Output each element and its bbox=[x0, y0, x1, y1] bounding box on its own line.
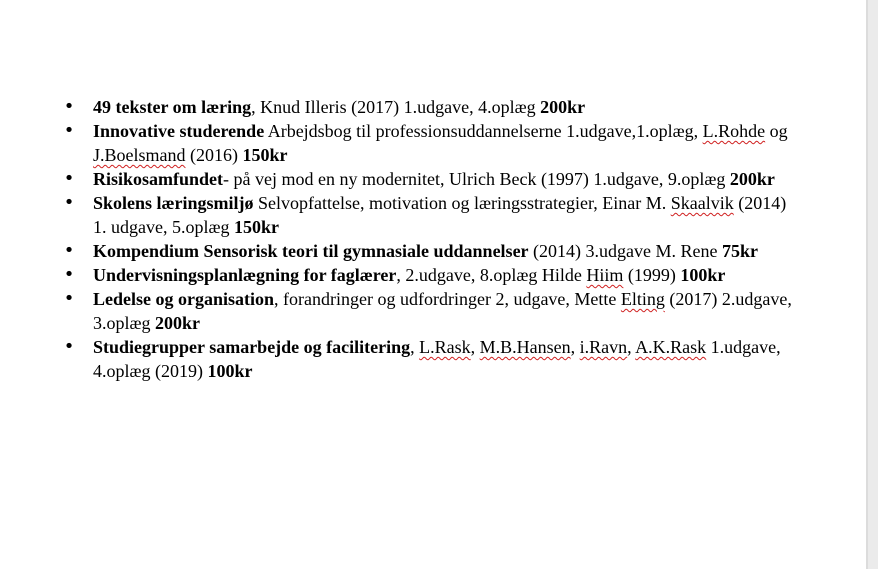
book-price: 150kr bbox=[242, 145, 288, 165]
spellcheck-word[interactable]: L.Rask bbox=[419, 337, 471, 357]
book-list bbox=[0, 95, 793, 383]
bullet-icon: • bbox=[63, 336, 75, 357]
book-details: (2014) 1. udgave, 5.oplæg bbox=[93, 193, 787, 237]
spellcheck-word[interactable]: A.K.Rask bbox=[635, 337, 707, 357]
list-item bbox=[0, 119, 793, 167]
book-details: , bbox=[470, 337, 480, 357]
book-title: Skolens læringsmiljø bbox=[93, 193, 254, 213]
book-details: (2014) 3.udgave M. Rene bbox=[528, 241, 723, 261]
spellcheck-word[interactable]: J.Boelsmand bbox=[93, 145, 186, 165]
book-title: 49 tekster om læring bbox=[93, 97, 252, 117]
book-details: - på vej mod en ny modernitet, Ulrich Beck (1997) 1.udgave, 9.oplæg bbox=[223, 169, 730, 189]
list-item bbox=[0, 239, 793, 263]
book-price: 100kr bbox=[207, 361, 253, 381]
bullet-icon: • bbox=[63, 264, 75, 285]
book-details: 1.udgave, 4.oplæg (2019) bbox=[93, 337, 781, 381]
book-price: 100kr bbox=[680, 265, 726, 285]
book-title: Undervisningsplanlægning for faglærer bbox=[93, 265, 397, 285]
bullet-icon: • bbox=[63, 192, 75, 213]
book-title-suffix: t bbox=[217, 169, 224, 189]
spellcheck-word[interactable]: Elting bbox=[620, 289, 665, 309]
book-title: Kompendium Sensorisk teori til gymnasiale uddannelser bbox=[93, 241, 529, 261]
bullet-icon: • bbox=[63, 120, 75, 141]
list-item bbox=[0, 167, 793, 191]
bullet-icon: • bbox=[63, 240, 75, 261]
book-details: Arbejdsbog til professionsuddannelserne 1.udgave,1.oplæg, bbox=[264, 121, 703, 141]
book-price: 200kr bbox=[540, 97, 586, 117]
book-details: Selvopfattelse, motivation og læringsstrategier, Einar M. bbox=[253, 193, 671, 213]
list-item bbox=[0, 95, 793, 119]
bullet-icon: • bbox=[63, 96, 75, 117]
book-details: (2017) 2.udgave, 3.oplæg bbox=[93, 289, 792, 333]
book-price: 200kr bbox=[729, 169, 775, 189]
spellcheck-word[interactable]: Skaalvik bbox=[670, 193, 734, 213]
spellcheck-word[interactable]: L.Rohde bbox=[702, 121, 766, 141]
book-details: , Knud Illeris (2017) 1.udgave, 4.oplæg bbox=[251, 97, 541, 117]
book-title: Ledelse og organisation bbox=[93, 289, 275, 309]
spellcheck-word[interactable]: Hiim bbox=[586, 265, 624, 285]
book-title: Innovative studerende bbox=[93, 121, 265, 141]
book-details: (2016) bbox=[185, 145, 243, 165]
book-details: og bbox=[765, 121, 788, 141]
list-item bbox=[0, 263, 793, 287]
book-details: , forandringer og udfordringer 2, udgave, Mette bbox=[274, 289, 621, 309]
book-price: 150kr bbox=[234, 217, 279, 237]
book-details: , bbox=[627, 337, 636, 357]
book-title: Studiegrupper samarbejde og facilitering bbox=[93, 337, 411, 357]
window-gutter bbox=[868, 0, 878, 569]
spellcheck-word[interactable]: M.B.Hansen bbox=[479, 337, 571, 357]
list-item bbox=[0, 287, 793, 335]
book-details: (1999) bbox=[623, 265, 681, 285]
book-details: , bbox=[570, 337, 580, 357]
book-price: 200kr bbox=[155, 313, 201, 333]
bullet-icon: • bbox=[63, 168, 75, 189]
spellcheck-word[interactable]: i.Ravn bbox=[579, 337, 628, 357]
book-details: , 2.udgave, 8.oplæg Hilde bbox=[396, 265, 587, 285]
bullet-icon: • bbox=[63, 288, 75, 309]
list-item bbox=[0, 191, 793, 239]
book-title: Risikosamfunde bbox=[93, 169, 218, 189]
list-item bbox=[0, 335, 793, 383]
book-price: 75kr bbox=[722, 241, 759, 261]
book-details: , bbox=[410, 337, 420, 357]
